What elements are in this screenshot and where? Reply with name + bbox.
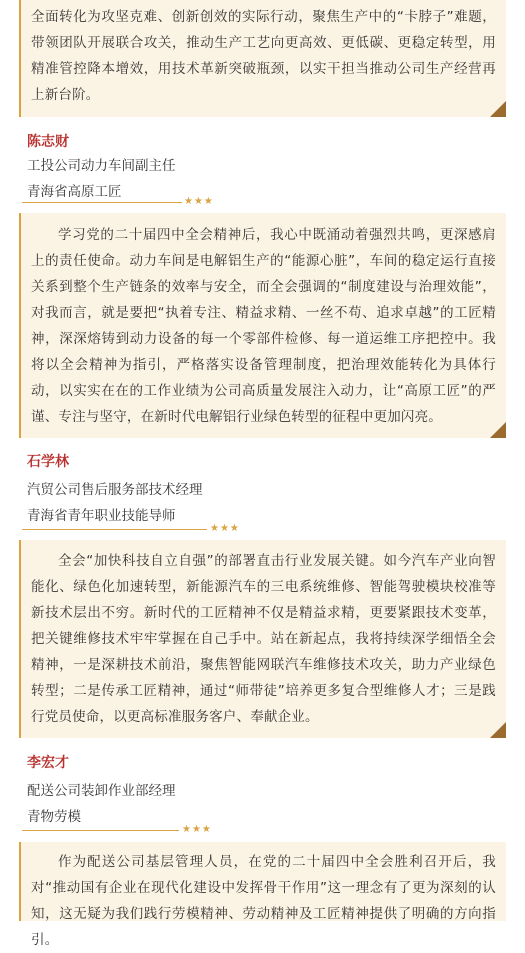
person-honor: 青海省青年职业技能导师 (27, 508, 176, 524)
quote-text-3: 全会“加快科技自立自强”的部署直击行业发展关键。如今汽车产业向智能化、绿色化加速转型，新能源汽车的三电系统维修、智能驾驶模块校准等新技术层出不穷。新时代的工匠精神不仅是精益求精，更要紧跟技术变革，把关键维修技术牢牢掌握在自己手中。站在新起点，我将持续深学细悟全会精神，一是深耕技术前沿，聚焦智能网联汽车维修技术攻关，助力产业绿色转型；二是传承工匠精神，通过“师带徒”培养更多复合型维修人才；三是践行党员使命，以更高标准服务客户、奉献企业。 (31, 553, 496, 725)
honor-underline (22, 202, 182, 203)
star-icons: ★★★ (184, 196, 214, 207)
quote-box-2 (19, 213, 506, 438)
honor-underline (22, 529, 207, 530)
quote-box-3 (19, 540, 506, 738)
person-name: 陈志财 (27, 134, 69, 150)
corner-fold-decoration (490, 422, 506, 438)
person-honor: 青海省高原工匠 (27, 184, 122, 200)
person-honor: 青物劳模 (27, 809, 81, 825)
quote-text-1: 全面转化为攻坚克难、创新创效的实际行动，聚焦生产中的“卡脖子”难题，带领团队开展联合攻关，推动生产工艺向更高效、更低碳、更稳定转型，用精准管控降本增效，用技术革新突破瓶颈，以实干担当推动公司生产经营再上新台阶。 (31, 9, 496, 103)
star-icons: ★★★ (182, 824, 212, 835)
quote-text-2: 学习党的二十届四中全会精神后，我心中既涌动着强烈共鸣，更深感肩上的责任使命。动力车间是电解铝生产的“能源心脏”，车间的稳定运行直接关系到整个生产链条的效率与安全，而全会强调的“制度建设与治理效能”，对我而言，就是要把“执着专注、精益求精、一丝不苟、追求卓越”的工匠精神，深深熔铸到动力设备的每一个零部件检修、每一道运维工序把控中。我将以全会精神为指引，严格落实设备管理制度，把治理效能转化为具体行动，以实实在在的工作业绩为公司高质量发展注入动力，让“高原工匠”的严谨、专注与坚守，在新时代电解铝行业绿色转型的征程中更加闪亮。 (31, 227, 496, 425)
person-title: 配送公司装卸作业部经理 (27, 783, 176, 799)
quote-text-4: 作为配送公司基层管理人员，在党的二十届四中全会胜利召开后，我对“推动国有企业在现代化建设中发挥骨干作用”这一理念有了更为深刻的认知，这无疑为我们践行劳模精神、劳动精神及工匠精神提供了明确的方向指引。 (31, 854, 496, 948)
quote-box-4 (19, 842, 506, 948)
corner-fold-decoration (490, 722, 506, 738)
person-card-3 (27, 752, 176, 830)
star-icons: ★★★ (210, 523, 240, 534)
person-title: 汽贸公司售后服务部技术经理 (27, 482, 203, 498)
person-title: 工投公司动力车间副主任 (27, 158, 176, 174)
person-card-2 (27, 451, 203, 529)
person-name: 李宏才 (27, 755, 69, 771)
corner-fold-decoration (490, 101, 506, 117)
person-card-1 (27, 131, 176, 205)
quote-box-1 (19, 0, 506, 117)
honor-underline (22, 830, 179, 831)
person-name: 石学林 (27, 454, 69, 470)
